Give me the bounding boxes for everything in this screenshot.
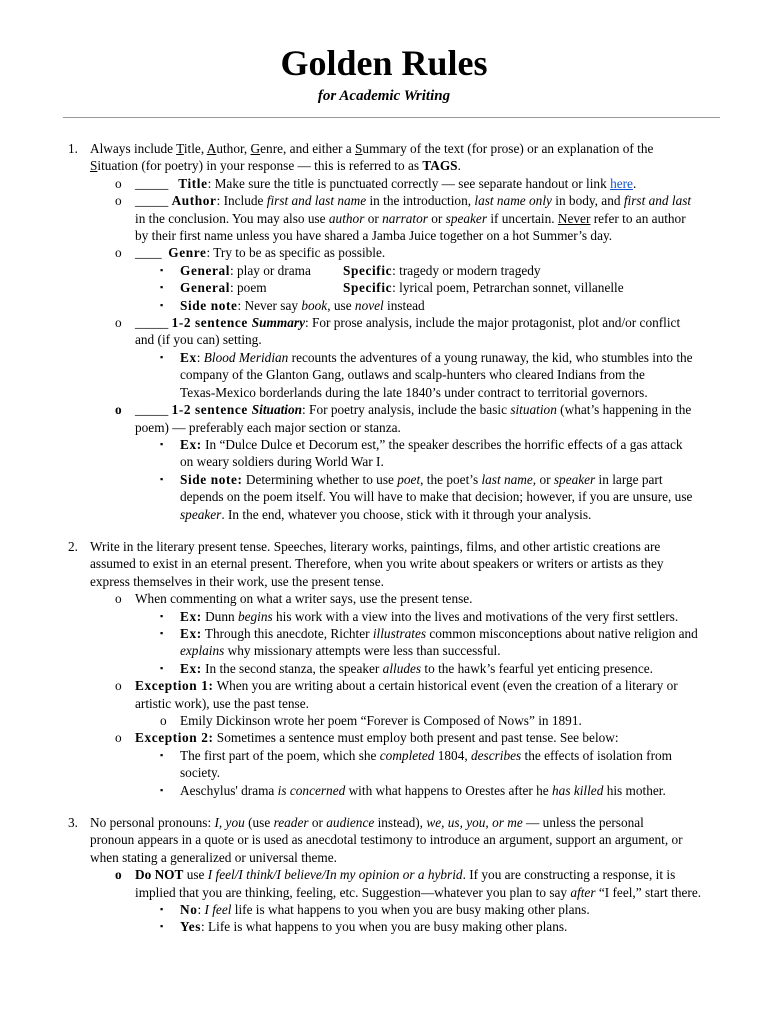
rule-3-line: when stating a generalized or universal theme. (90, 849, 338, 865)
circle-bullet-icon: o (115, 730, 122, 746)
author-item-line: by their first name unless you have shared a Jamba Juice together on a hot Summer’s day. (135, 228, 613, 244)
exception-1-line: artistic work), use the past tense. (135, 695, 309, 711)
rule-1-line: Always include Title, Author, Genre, and either a Summary of the text (for prose) or an explanation of the (90, 141, 654, 156)
circle-bullet-icon: o (115, 175, 122, 191)
circle-bullet-icon: o (115, 678, 122, 694)
list-number: 2. (68, 538, 78, 554)
situation-item: o _____ 1-2 sentence Situation: For poetry analysis, include the basic situation (what’s happening in the (115, 402, 692, 418)
page-subtitle: for Academic Writing (317, 88, 451, 104)
genre-item: o ____ Genre: Try to be as specific as possible. (115, 245, 386, 261)
exception-2-item: o Exception 2: Sometimes a sentence must employ both present and past tense. See below: (115, 730, 619, 746)
present-tense-example: ▪ Ex: In the second stanza, the speaker alludes to the hawk’s fearful yet enticing presence. (160, 660, 653, 676)
rule-3 (0, 814, 768, 936)
summary-example: ▪ Ex: Blood Meridian recounts the adventures of a young runaway, the kid, who stumbles into the (160, 349, 693, 365)
square-bullet-icon: ▪ (160, 921, 164, 932)
rule-3-line: No personal pronouns: I, you (use reader or audience instead), we, us, you, or me — unless the personal (90, 815, 644, 831)
rule-2-line: Write in the literary present tense. Speeches, literary works, paintings, films, and other artistic creations are (90, 538, 661, 554)
rule-1 (0, 140, 768, 523)
square-bullet-icon: ▪ (160, 473, 164, 484)
no-example: ▪ No: I feel life is what happens to you when you are busy making other plans. (160, 902, 590, 918)
page-title: Golden Rules (280, 43, 488, 83)
present-tense-example: ▪ Ex: Through this anecdote, Richter illustrates common misconceptions about native religion and (160, 625, 698, 641)
square-bullet-icon: ▪ (160, 282, 164, 293)
document-body (0, 140, 768, 936)
square-bullet-icon: ▪ (160, 749, 164, 760)
list-number: 3. (68, 815, 78, 831)
summary-example-line: company of the Glanton Gang, outlaws and scalp-hunters who cleared Indians from the (180, 367, 645, 383)
present-tense-example: ▪ Ex: Dunn begins his work with a view into the lives and motivations of the very first settlers. (160, 608, 679, 624)
situation-example-line: on weary soldiers during World War I. (180, 454, 384, 470)
circle-bullet-icon: o (160, 713, 167, 728)
square-bullet-icon: ▪ (160, 784, 164, 795)
circle-bullet-icon: o (115, 867, 122, 883)
circle-bullet-icon: o (115, 315, 122, 331)
situation-side-note: ▪ Side note: Determining whether to use poet, the poet’s last name, or speaker in large part (160, 471, 663, 487)
do-not-item: o Do NOT use I feel/I think/I believe/In my opinion or a hybrid. If you are constructing a response, it is (115, 867, 676, 883)
author-item: o _____ Author: Include first and last name in the introduction, last name only in body, and first and last (115, 193, 692, 209)
present-tense-example-line: explains why missionary attempts were less than successful. (180, 643, 501, 659)
circle-bullet-icon: o (115, 245, 122, 261)
square-bullet-icon: ▪ (160, 627, 164, 638)
square-bullet-icon: ▪ (160, 904, 164, 915)
summary-example-line: Texas-Mexico borderlands during the late 1840’s under contract to territorial governors. (180, 384, 648, 400)
horizontal-rule (63, 117, 720, 118)
summary-item: o _____ 1-2 sentence Summary: For prose analysis, include the major protagonist, plot and/or conflict (115, 315, 681, 331)
situation-side-note-line: speaker. In the end, whatever you choose, stick with it through your analysis. (180, 506, 592, 522)
title-item: o _____ Title: Make sure the title is punctuated correctly — see separate handout or link here. (115, 175, 637, 191)
square-bullet-icon: ▪ (160, 662, 164, 673)
square-bullet-icon: ▪ (160, 299, 164, 310)
summary-item-line: and (if you can) setting. (135, 332, 262, 348)
genre-example: ▪ General: poem Specific: lyrical poem, Petrarchan sonnet, villanelle (160, 280, 624, 296)
square-bullet-icon: ▪ (160, 264, 164, 275)
exception-2-example: ▪ The first part of the poem, which she completed 1804, describes the effects of isolation from (160, 747, 673, 763)
rule-3-line: pronoun appears in a quote or is used as anecdotal testimony to introduce an argument, support an argument, or (90, 832, 683, 848)
square-bullet-icon: ▪ (160, 438, 164, 449)
rule-1-line: Situation (for poetry) in your response — this is referred to as TAGS. (90, 158, 461, 174)
situation-example: ▪ Ex: In “Dulce Dulce et Decorum est,” the speaker describes the horrific effects of a gas attack (160, 436, 683, 452)
rule-2-line: express themselves in their work, use the present tense. (90, 573, 384, 589)
list-number: 1. (68, 141, 78, 156)
yes-example: ▪ Yes: Life is what happens to you when you are busy making other plans. (160, 919, 568, 935)
circle-bullet-icon: o (115, 193, 122, 209)
do-not-line: implied that you are thinking, feeling, etc. Suggestion—whatever you plan to say after “I feel,” start there. (135, 884, 702, 900)
exception-2-example: ▪ Aeschylus' drama is concerned with what happens to Orestes after he has killed his mother. (160, 782, 666, 798)
rule-2-line: assumed to exist in an eternal present. Therefore, when you write about speakers or writers or artists as they (90, 556, 664, 572)
exception-2-example-line: society. (180, 765, 221, 781)
rule-2 (0, 538, 768, 799)
situation-side-note-line: depends on the poem itself. You will have to make that decision; however, if you are unsure, use (180, 489, 693, 505)
square-bullet-icon: ▪ (160, 610, 164, 621)
exception-1-example: o Emily Dickinson wrote her poem “Forever is Composed of Nows” in 1891. (160, 713, 582, 728)
square-bullet-icon: ▪ (160, 351, 164, 362)
circle-bullet-icon: o (115, 591, 122, 607)
here-link[interactable]: here (610, 175, 633, 191)
present-tense-item: o When commenting on what a writer says, use the present tense. (115, 591, 473, 607)
genre-example: ▪ General: play or drama Specific: tragedy or modern tragedy (160, 262, 541, 278)
genre-side-note: ▪ Side note: Never say book, use novel instead (160, 297, 425, 313)
author-item-line: in the conclusion. You may also use author or narrator or speaker if uncertain. Never refer to an author (135, 210, 686, 226)
situation-item-line: poem) — preferably each major section or stanza. (135, 419, 401, 435)
circle-bullet-icon: o (115, 402, 122, 418)
exception-1-item: o Exception 1: When you are writing about a certain historical event (even the creation of a literary or (115, 678, 678, 694)
